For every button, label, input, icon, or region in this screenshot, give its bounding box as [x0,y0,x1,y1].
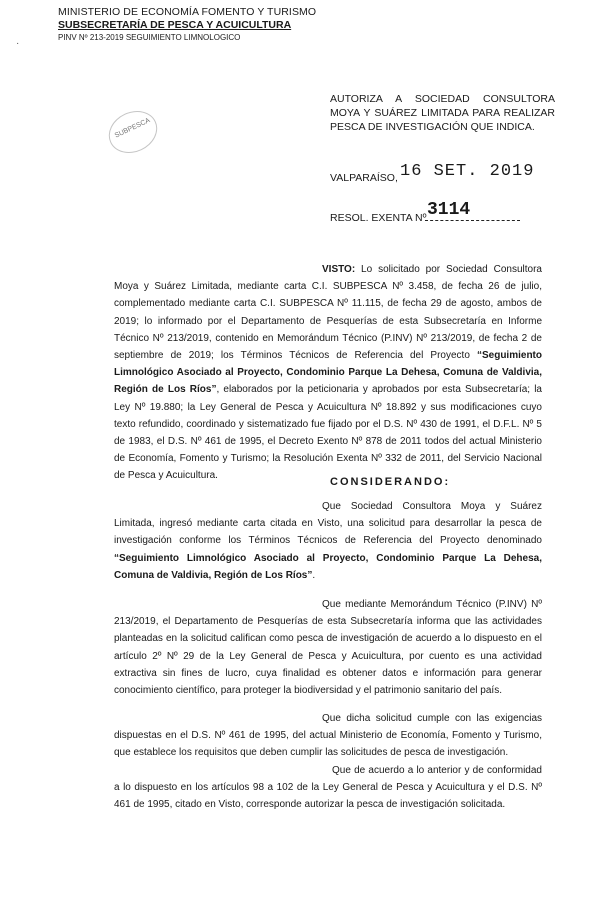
considerando-1-project-name: “Seguimiento Limnológico Asociado al Proyecto, Condominio Parque La Dehesa, Comuna de Valdivia, Región de Los Ríos” [114,552,542,581]
resolution-underline [425,220,520,221]
resolution-label: RESOL. EXENTA Nº [330,212,427,224]
considerando-paragraph-2 [114,596,542,699]
considerando-1-text: Que Sociedad Consultora Moya y Suárez Limitada, ingresó mediante carta citada en Visto, una solicitud para desarrollar la pesca de investigación conforme los Términos Técnicos de Referencia del Proyecto denominado [114,501,542,547]
date-line [330,162,535,186]
considerando-paragraph-3 [114,710,542,762]
considerando-paragraph-4 [114,762,542,814]
reference-code: PINV Nº 213-2019 SEGUIMIENTO LIMNOLOGICO [58,33,241,42]
stamp-text: SUBPESCA [113,117,152,140]
considerando-heading: CONSIDERANDO: [330,476,451,488]
considerando-3-text: Que dicha solicitud cumple con las exigencias dispuestas en el D.S. Nº 461 de 1995, del actual Ministerio de Economía, Fomento y Turismo, que establece los requisitos que deben cumplir las solicitudes de pesca de investigación. [114,713,542,759]
ministry-name: MINISTERIO DE ECONOMÍA FOMENTO Y TURISMO [58,6,317,18]
official-seal-stamp [102,103,164,160]
considerando-paragraph-1 [114,498,542,584]
city-label: VALPARAÍSO, [330,172,398,184]
visto-text-1: Lo solicitado por Sociedad Consultora Moya y Suárez Limitada, mediante carta C.I. SUBPESCA Nº 3.458, de fecha 26 de julio, complementado mediante carta C.I. SUBPESCA Nº 11.115, de fecha 29 de agosto, ambos de 2019; lo informado por el Departamento de Pesquerías de esta Subsecretaría en Informe Técnico Nº 213/2019, contenido en Memorándum Técnico (P.INV) Nº 213/2019, de fecha 2 de septiembre de 2019; los Términos Técnicos de Referencia del Proyecto [114,264,542,362]
visto-paragraph [114,261,542,485]
resolution-number-line [330,200,520,226]
considerando-2-text: Que mediante Memorándum Técnico (P.INV) Nº 213/2019, el Departamento de Pesquerías de esta Subsecretaría informa que las actividades planteadas en la solicitud califican como pesca de investigación de acuerdo a lo dispuesto en el artículo 2º Nº 29 de la Ley General de Pesca y Acuicultura, por cuento es una actividad extractiva sin fines de lucro, cuya finalidad es obtener datos e información para generar conocimiento científico, para proteger la biodiversidad y el patrimonio sanitario del país. [114,599,542,697]
visto-project-name: “Seguimiento Limnológico Asociado al Proyecto, Condominio Parque La Dehesa, Comuna de Valdivia, Región de Los Ríos” [114,350,542,396]
considerando-1-end: . [312,569,316,581]
letterhead [58,6,378,42]
subsecretaria-name: SUBSECRETARÍA DE PESCA Y ACUICULTURA [58,19,292,31]
scan-mark: · [16,38,20,49]
resolution-title: AUTORIZA A SOCIEDAD CONSULTORA MOYA Y SUÁREZ LIMITADA PARA REALIZAR PESCA DE INVESTIGACIÓN QUE INDICA. [330,93,555,133]
considerando-4-text: Que de acuerdo a lo anterior y de conformidad a lo dispuesto en los artículos 98 a 102 de la Ley General de Pesca y Acuicultura y el D.S. Nº 461 de 1995, citado en Visto, corresponde autorizar la pesca de investigación solicitada. [114,765,542,811]
visto-text-2: , elaborados por la peticionaria y aprobados por esta Subsecretaría; la Ley Nº 19.880; la Ley General de Pesca y Acuicultura Nº 18.892 y sus modificaciones cuyo texto refundido, coordinado y sistematizado fue fijado por el D.S. Nº 430 de 1991, el D.F.L. Nº 5 de 1983, el D.S. Nº 461 de 1995, el Decreto Exento Nº 878 de 2011 todos del actual Ministerio de Economía, Fomento y Turismo; la Resolución Exenta Nº 332 de 2011, del Servicio Nacional de Pesca y Acuicultura. [114,384,542,482]
date-stamp: 16 SET. 2019 [400,162,535,181]
resolution-number: 3114 [427,200,471,220]
visto-label: VISTO: [322,264,356,275]
